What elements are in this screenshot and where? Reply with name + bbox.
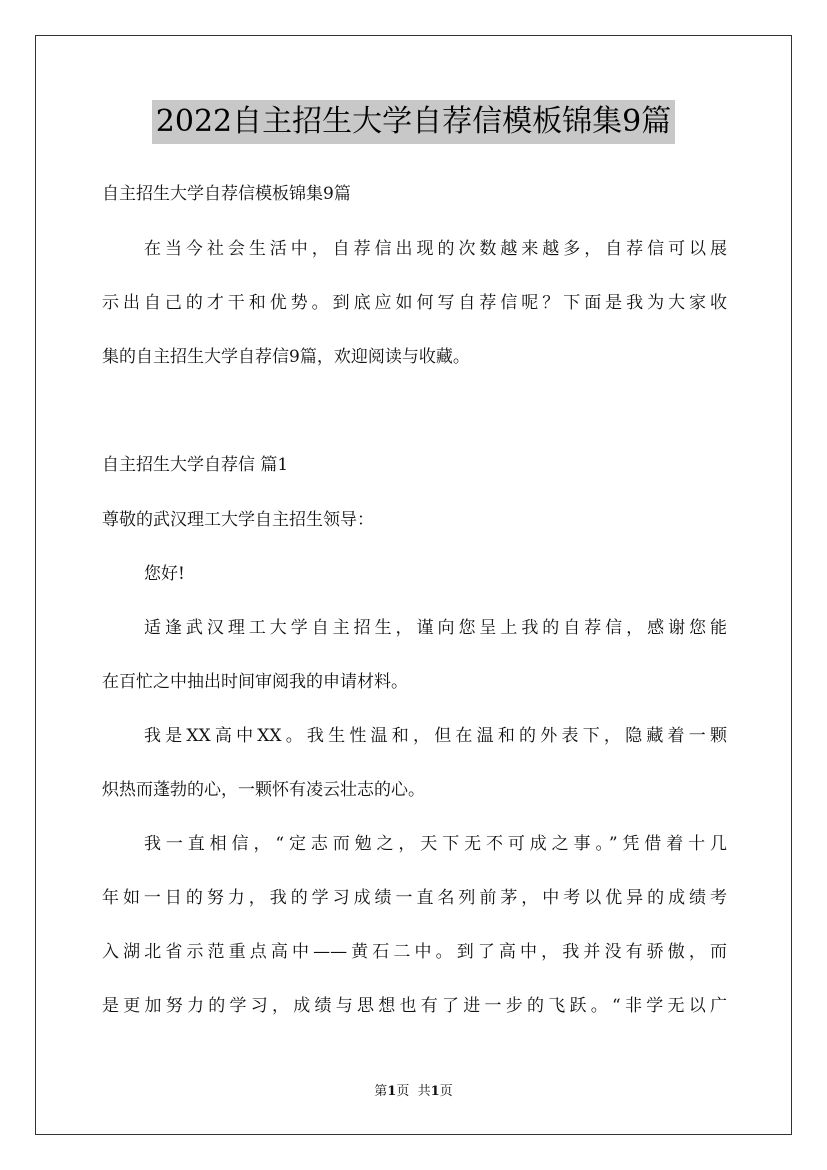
para3-line-4: 是更加努力的学习，成绩与思想也有了进一步的飞跃。“非学无以广 [102, 996, 727, 1016]
document-subtitle: 自主招生大学自荐信模板锦集9篇 [102, 184, 351, 204]
para3-line-2: 年如一日的努力，我的学习成绩一直名列前茅，中考以优异的成绩考 [102, 888, 727, 908]
salutation: 尊敬的武汉理工大学自主招生领导： [102, 510, 374, 530]
footer-total-number: 1 [430, 1084, 440, 1099]
footer-page-prefix: 第 [374, 1084, 388, 1099]
footer-total-prefix: 共 [417, 1084, 431, 1099]
section-heading: 自主招生大学自荐信 篇1 [102, 455, 289, 475]
intro-line-3: 集的自主招生大学自荐信9篇，欢迎阅读与收藏。 [102, 347, 470, 367]
greeting: 您好! [144, 564, 185, 584]
footer-total-suffix: 页 [439, 1084, 453, 1099]
para3-line-3: 入湖北省示范重点高中——黄石二中。到了高中，我并没有骄傲，而 [102, 942, 727, 962]
intro-line-1: 在当今社会生活中，自荐信出现的次数越来越多，自荐信可以展 [144, 239, 727, 259]
para3-line-1: 我一直相信，“定志而勉之，天下无不可成之事。”凭借着十几 [144, 834, 727, 854]
title-area [0, 100, 827, 144]
document-title: 2022自主招生大学自荐信模板锦集9篇 [152, 100, 675, 144]
para2-line-2: 炽热而蓬勃的心，一颗怀有凌云壮志的心。 [102, 780, 425, 800]
para1-line-2: 在百忙之中抽出时间审阅我的申请材料。 [102, 672, 408, 692]
intro-line-2: 示出自己的才干和优势。到底应如何写自荐信呢？下面是我为大家收 [102, 293, 727, 313]
page-footer [0, 1083, 827, 1101]
footer-page-number: 1 [387, 1084, 397, 1099]
para2-line-1: 我是XX高中XX。我生性温和，但在温和的外表下，隐藏着一颗 [144, 726, 727, 746]
footer-page-suffix: 页 [396, 1084, 410, 1099]
para1-line-1: 适逢武汉理工大学自主招生，谨向您呈上我的自荐信，感谢您能 [144, 618, 727, 638]
